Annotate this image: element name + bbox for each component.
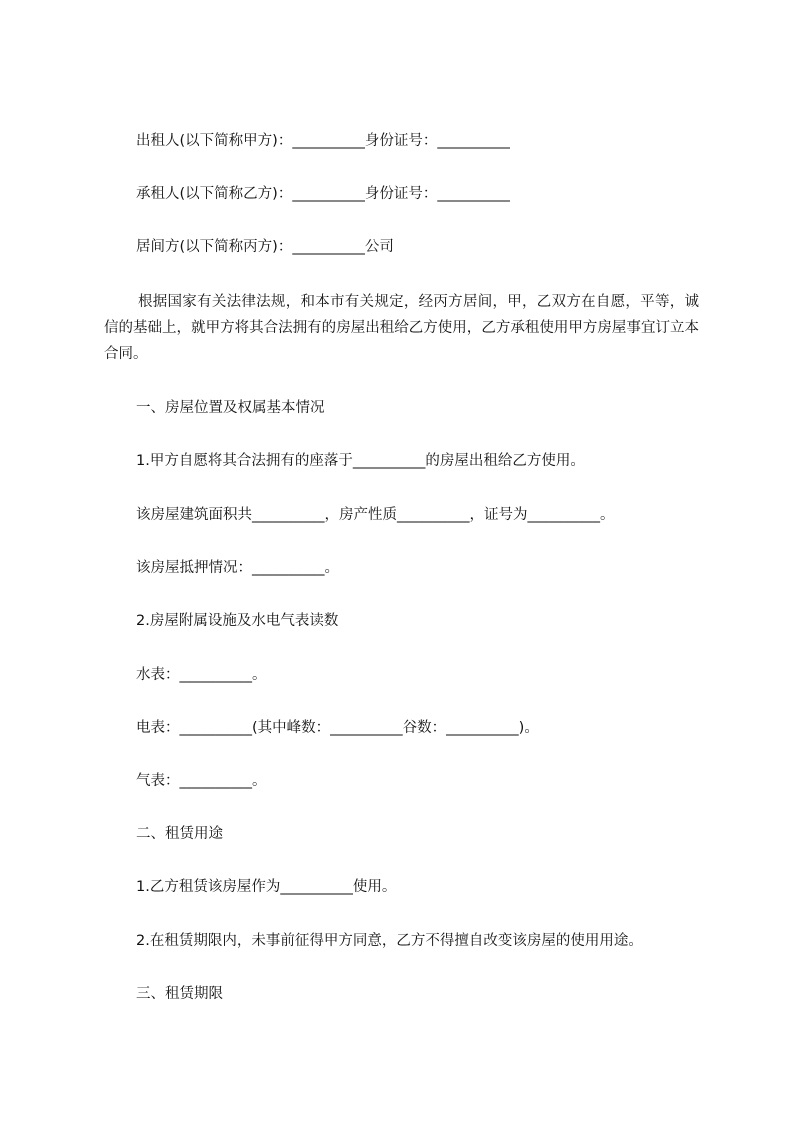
section-3-heading: 三、租赁期限 — [136, 986, 223, 1002]
section-2-item-1: 1.乙方租赁该房屋作为__________使用。 — [136, 879, 397, 895]
property-area-line: 该房屋建筑面积共__________，房产性质__________，证号为__________。 — [136, 507, 615, 523]
lessee-line: 承租人(以下简称乙方)：__________身份证号：__________ — [136, 186, 510, 202]
gas-meter-line: 气表：__________。 — [136, 773, 267, 789]
section-1-item-2: 2.房屋附属设施及水电气表读数 — [136, 613, 339, 629]
lessor-line: 出租人(以下简称甲方)：__________身份证号：__________ — [136, 133, 510, 149]
mortgage-line: 该房屋抵押情况：__________。 — [136, 560, 339, 576]
section-2-heading: 二、租赁用途 — [136, 826, 223, 842]
electric-meter-line: 电表：__________(其中峰数：__________谷数：__________)。 — [136, 720, 539, 736]
water-meter-line: 水表：__________。 — [136, 667, 267, 683]
agent-line: 居间方(以下简称丙方)：__________公司 — [136, 239, 394, 255]
section-1-heading: 一、房屋位置及权属基本情况 — [136, 400, 325, 416]
section-2-item-2: 2.在租赁期限内，未事前征得甲方同意，乙方不得擅自改变该房屋的使用用途。 — [136, 933, 643, 949]
section-1-item-1: 1.甲方自愿将其合法拥有的座落于__________的房屋出租给乙方使用。 — [136, 453, 585, 469]
intro-paragraph: 根据国家有关法律法规，和本市有关规定，经丙方居间，甲，乙双方在自愿，平等，诚信的基础上，就甲方将其合法拥有的房屋出租给乙方使用，乙方承租使用甲方房屋事宜订立本合同。 — [104, 294, 699, 362]
